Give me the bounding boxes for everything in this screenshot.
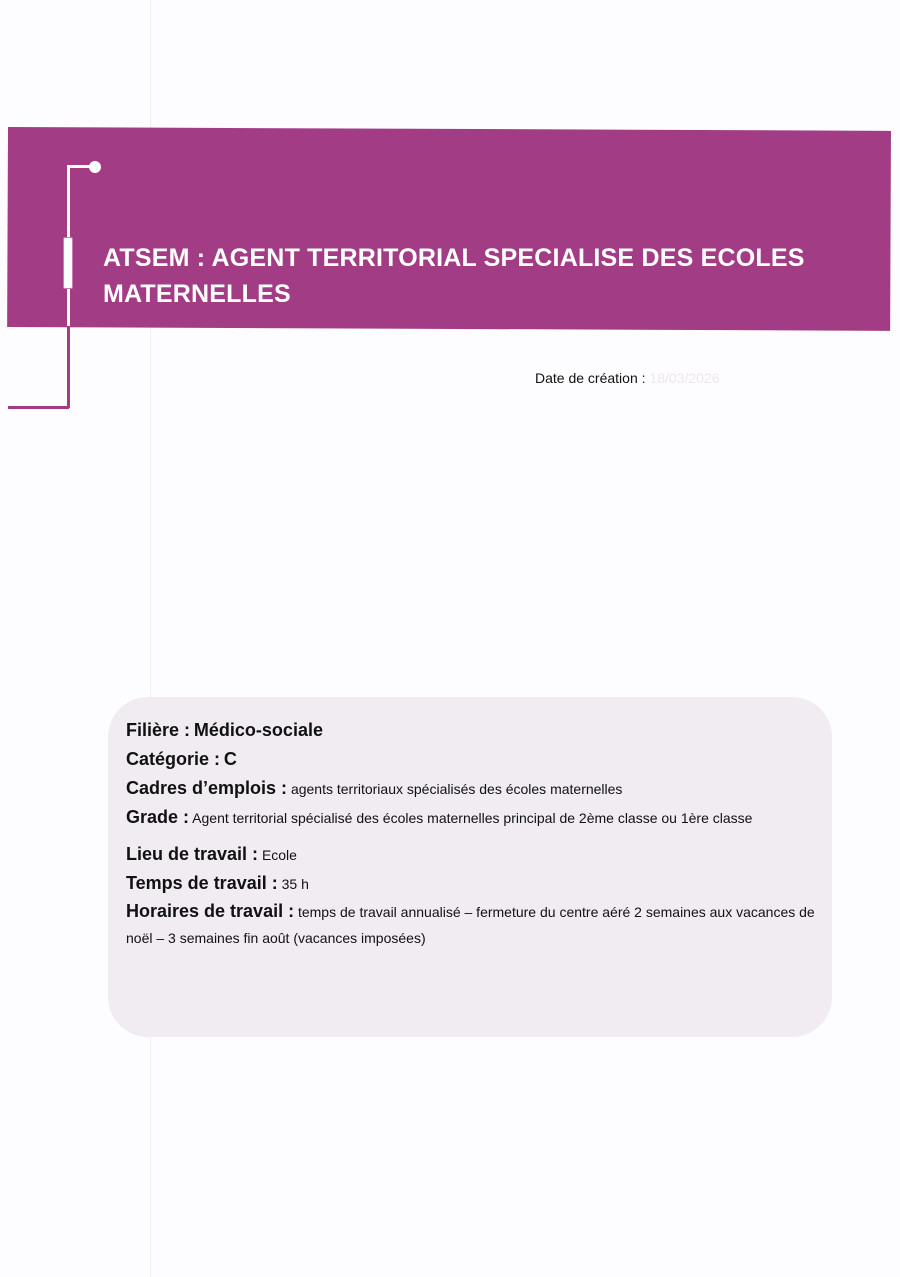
decor-line-bottom <box>8 406 69 409</box>
horaires-row <box>104 898 816 951</box>
lieu-label: Lieu de travail : <box>126 844 259 864</box>
temps-value: 35 h <box>281 876 309 892</box>
temps-label: Temps de travail : <box>126 873 278 893</box>
temps-row <box>126 869 816 898</box>
horaires-value: temps de travail annualisé – fermeture du centre aéré 2 semaines aux vacances de noël – 3 semaines fin août (vacances imposées) <box>126 904 815 946</box>
categorie-value: C <box>223 749 237 769</box>
lieu-row <box>126 840 816 869</box>
horaires-label: Horaires de travail : <box>126 901 295 921</box>
job-info <box>126 716 816 951</box>
decor-dot <box>89 161 101 173</box>
filiere-value: Médico-sociale <box>193 720 323 740</box>
lieu-value: Ecole <box>261 847 297 863</box>
cadres-label: Cadres d’emplois : <box>126 778 288 798</box>
filiere-row <box>126 716 816 745</box>
grade-row <box>126 803 816 832</box>
page-title <box>103 240 823 312</box>
grade-value: Agent territorial spécialisé des écoles maternelles principal de 2ème classe ou 1ère classe <box>192 810 753 826</box>
categorie-row <box>126 745 816 774</box>
creation-date-label: Date de création : <box>535 370 646 386</box>
cadres-row <box>126 774 816 803</box>
filiere-label: Filière : <box>126 720 191 740</box>
cadres-value: agents territoriaux spécialisés des écoles maternelles <box>290 781 623 797</box>
decor-bar <box>63 237 73 289</box>
decor-line-vertical-lower <box>67 326 70 408</box>
title-line-1: ATSEM : AGENT TERRITORIAL SPECIALISE DES ECOLES <box>103 244 805 272</box>
grade-label: Grade : <box>126 807 190 827</box>
categorie-label: Catégorie : <box>126 749 221 769</box>
creation-date-value: 18/03/2026 <box>649 370 720 386</box>
creation-date <box>535 370 719 386</box>
title-line-2: MATERNELLES <box>103 280 291 308</box>
